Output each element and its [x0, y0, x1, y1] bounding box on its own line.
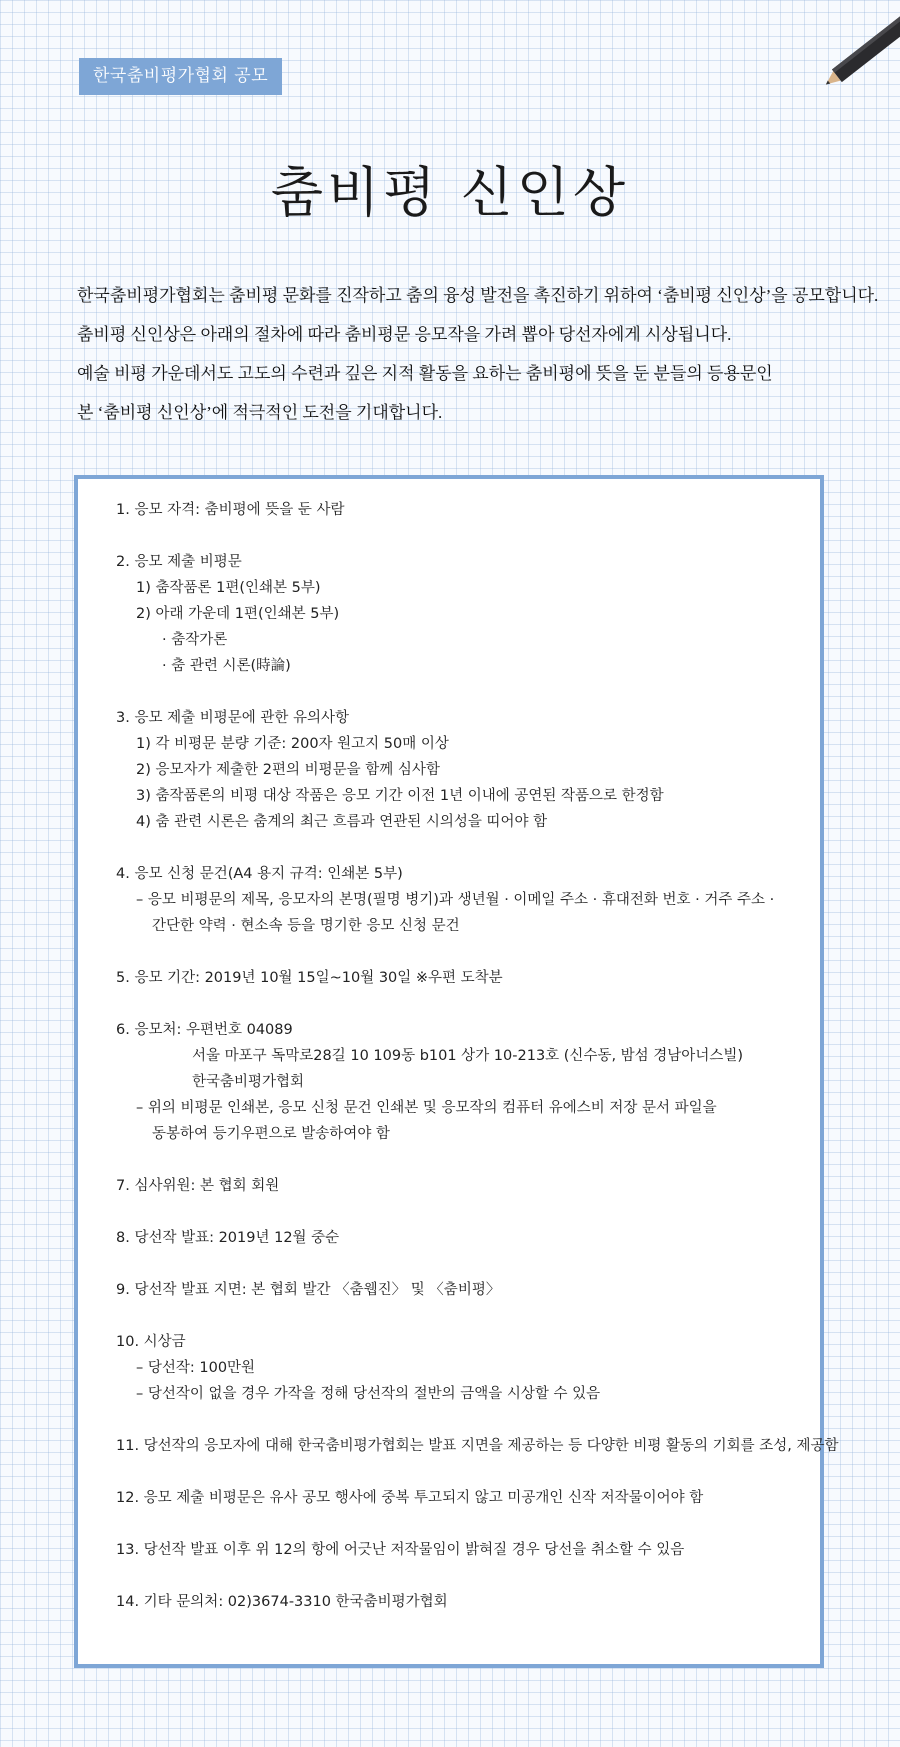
guideline-item: [116, 1329, 800, 1407]
guideline-line: 4) 춤 관련 시론은 춤계의 최근 흐름과 연관된 시의성을 띠어야 함: [136, 814, 548, 830]
guideline-line: 5. 응모 기간: 2019년 10월 15일~10월 30일 ※우편 도착분: [116, 970, 503, 986]
guideline-line: 2) 응모자가 제출한 2편의 비평문을 함께 심사함: [136, 762, 440, 778]
guideline-item: [116, 1433, 839, 1459]
guideline-item: [116, 1017, 800, 1147]
guideline-line: 2. 응모 제출 비평문: [116, 554, 242, 570]
guideline-line: 12. 응모 제출 비평문은 유사 공모 행사에 중복 투고되지 않고 미공개인 신작 저작물이어야 함: [116, 1490, 704, 1506]
guideline-item: [116, 861, 800, 939]
intro-line: 춤비평 신인상은 아래의 절차에 따라 춤비평문 응모작을 가려 뽑아 당선자에게 시상됩니다.: [77, 325, 732, 344]
guideline-line: 한국춤비평가협회: [192, 1074, 305, 1090]
intro-text: [77, 276, 877, 432]
guideline-line: 11. 당선작의 응모자에 대해 한국춤비평가협회는 발표 지면을 제공하는 등 다양한 비평 활동의 기회를 조성, 제공함: [116, 1438, 839, 1454]
intro-line: 본 ‘춤비평 신인상’에 적극적인 도전을 기대합니다.: [77, 403, 443, 422]
guidelines-list: [116, 497, 839, 1641]
guideline-line: 2) 아래 가운데 1편(인쇄본 5부): [136, 606, 340, 622]
guideline-line: 7. 심사위원: 본 협회 회원: [116, 1178, 280, 1194]
intro-line: 한국춤비평가협회는 춤비평 문화를 진작하고 춤의 융성 발전을 촉진하기 위하여 ‘춤비평 신인상’을 공모합니다.: [77, 286, 879, 305]
guideline-line: 6. 응모처: 우편번호 04089: [116, 1022, 293, 1038]
guideline-item: [116, 1537, 800, 1563]
guideline-line: 간단한 약력 · 현소속 등을 명기한 응모 신청 문건: [152, 918, 460, 934]
guideline-item: [116, 1589, 800, 1615]
guidelines-box: [74, 475, 839, 1668]
guideline-line: – 당선작이 없을 경우 가작을 정해 당선작의 절반의 금액을 시상할 수 있음: [136, 1386, 601, 1402]
guideline-line: 10. 시상금: [116, 1334, 186, 1350]
guideline-line: 13. 당선작 발표 이후 위 12의 항에 어긋난 저작물임이 밝혀질 경우 당선을 취소할 수 있음: [116, 1542, 685, 1558]
guideline-item: [116, 965, 800, 991]
guideline-line: 1) 춤작품론 1편(인쇄본 5부): [136, 580, 321, 596]
page-title: 춤비평 신인상: [270, 161, 630, 224]
intro-line: 예술 비평 가운데서도 고도의 수련과 깊은 지적 활동을 요하는 춤비평에 뜻을 둔 분들의 등용문인: [77, 364, 773, 383]
guideline-line: 3) 춤작품론의 비평 대상 작품은 응모 기간 이전 1년 이내에 공연된 작품으로 한정함: [136, 788, 664, 804]
guideline-item: [116, 1277, 800, 1303]
guideline-line: · 춤 관련 시론(時論): [162, 658, 291, 674]
guideline-line: 8. 당선작 발표: 2019년 12월 중순: [116, 1230, 340, 1246]
guideline-line: 3. 응모 제출 비평문에 관한 유의사항: [116, 710, 349, 726]
guideline-line: 서울 마포구 독막로28길 10 109동 b101 상가 10-213호 (신수동, 밤섬 경남아너스빌): [192, 1048, 743, 1064]
guideline-line: – 응모 비평문의 제목, 응모자의 본명(필명 병기)과 생년월 · 이메일 주소 · 휴대전화 번호 · 거주 주소 ·: [136, 892, 775, 908]
guideline-line: – 당선작: 100만원: [136, 1360, 256, 1376]
guideline-line: 14. 기타 문의처: 02)3674-3310 한국춤비평가협회: [116, 1594, 448, 1610]
guideline-line: · 춤작가론: [162, 632, 228, 648]
pencil-icon: [790, 0, 900, 115]
guideline-line: 9. 당선작 발표 지면: 본 협회 발간 〈춤웹진〉 및 〈춤비평〉: [116, 1282, 501, 1298]
guideline-item: [116, 705, 800, 835]
guideline-item: [116, 549, 800, 679]
guideline-line: 1) 각 비평문 분량 기준: 200자 원고지 50매 이상: [136, 736, 449, 752]
guideline-item: [116, 497, 800, 523]
guideline-item: [116, 1225, 800, 1251]
guideline-line: 1. 응모 자격: 춤비평에 뜻을 둔 사람: [116, 502, 345, 518]
guideline-line: 4. 응모 신청 문건(A4 용지 규격: 인쇄본 5부): [116, 866, 403, 882]
guideline-line: – 위의 비평문 인쇄본, 응모 신청 문건 인쇄본 및 응모작의 컴퓨터 유에스비 저장 문서 파일을: [136, 1100, 717, 1116]
guideline-line: 동봉하여 등기우편으로 발송하여야 함: [152, 1126, 390, 1142]
guideline-item: [116, 1173, 800, 1199]
category-badge: 한국춤비평가협회 공모: [79, 58, 282, 95]
guideline-item: [116, 1485, 800, 1511]
